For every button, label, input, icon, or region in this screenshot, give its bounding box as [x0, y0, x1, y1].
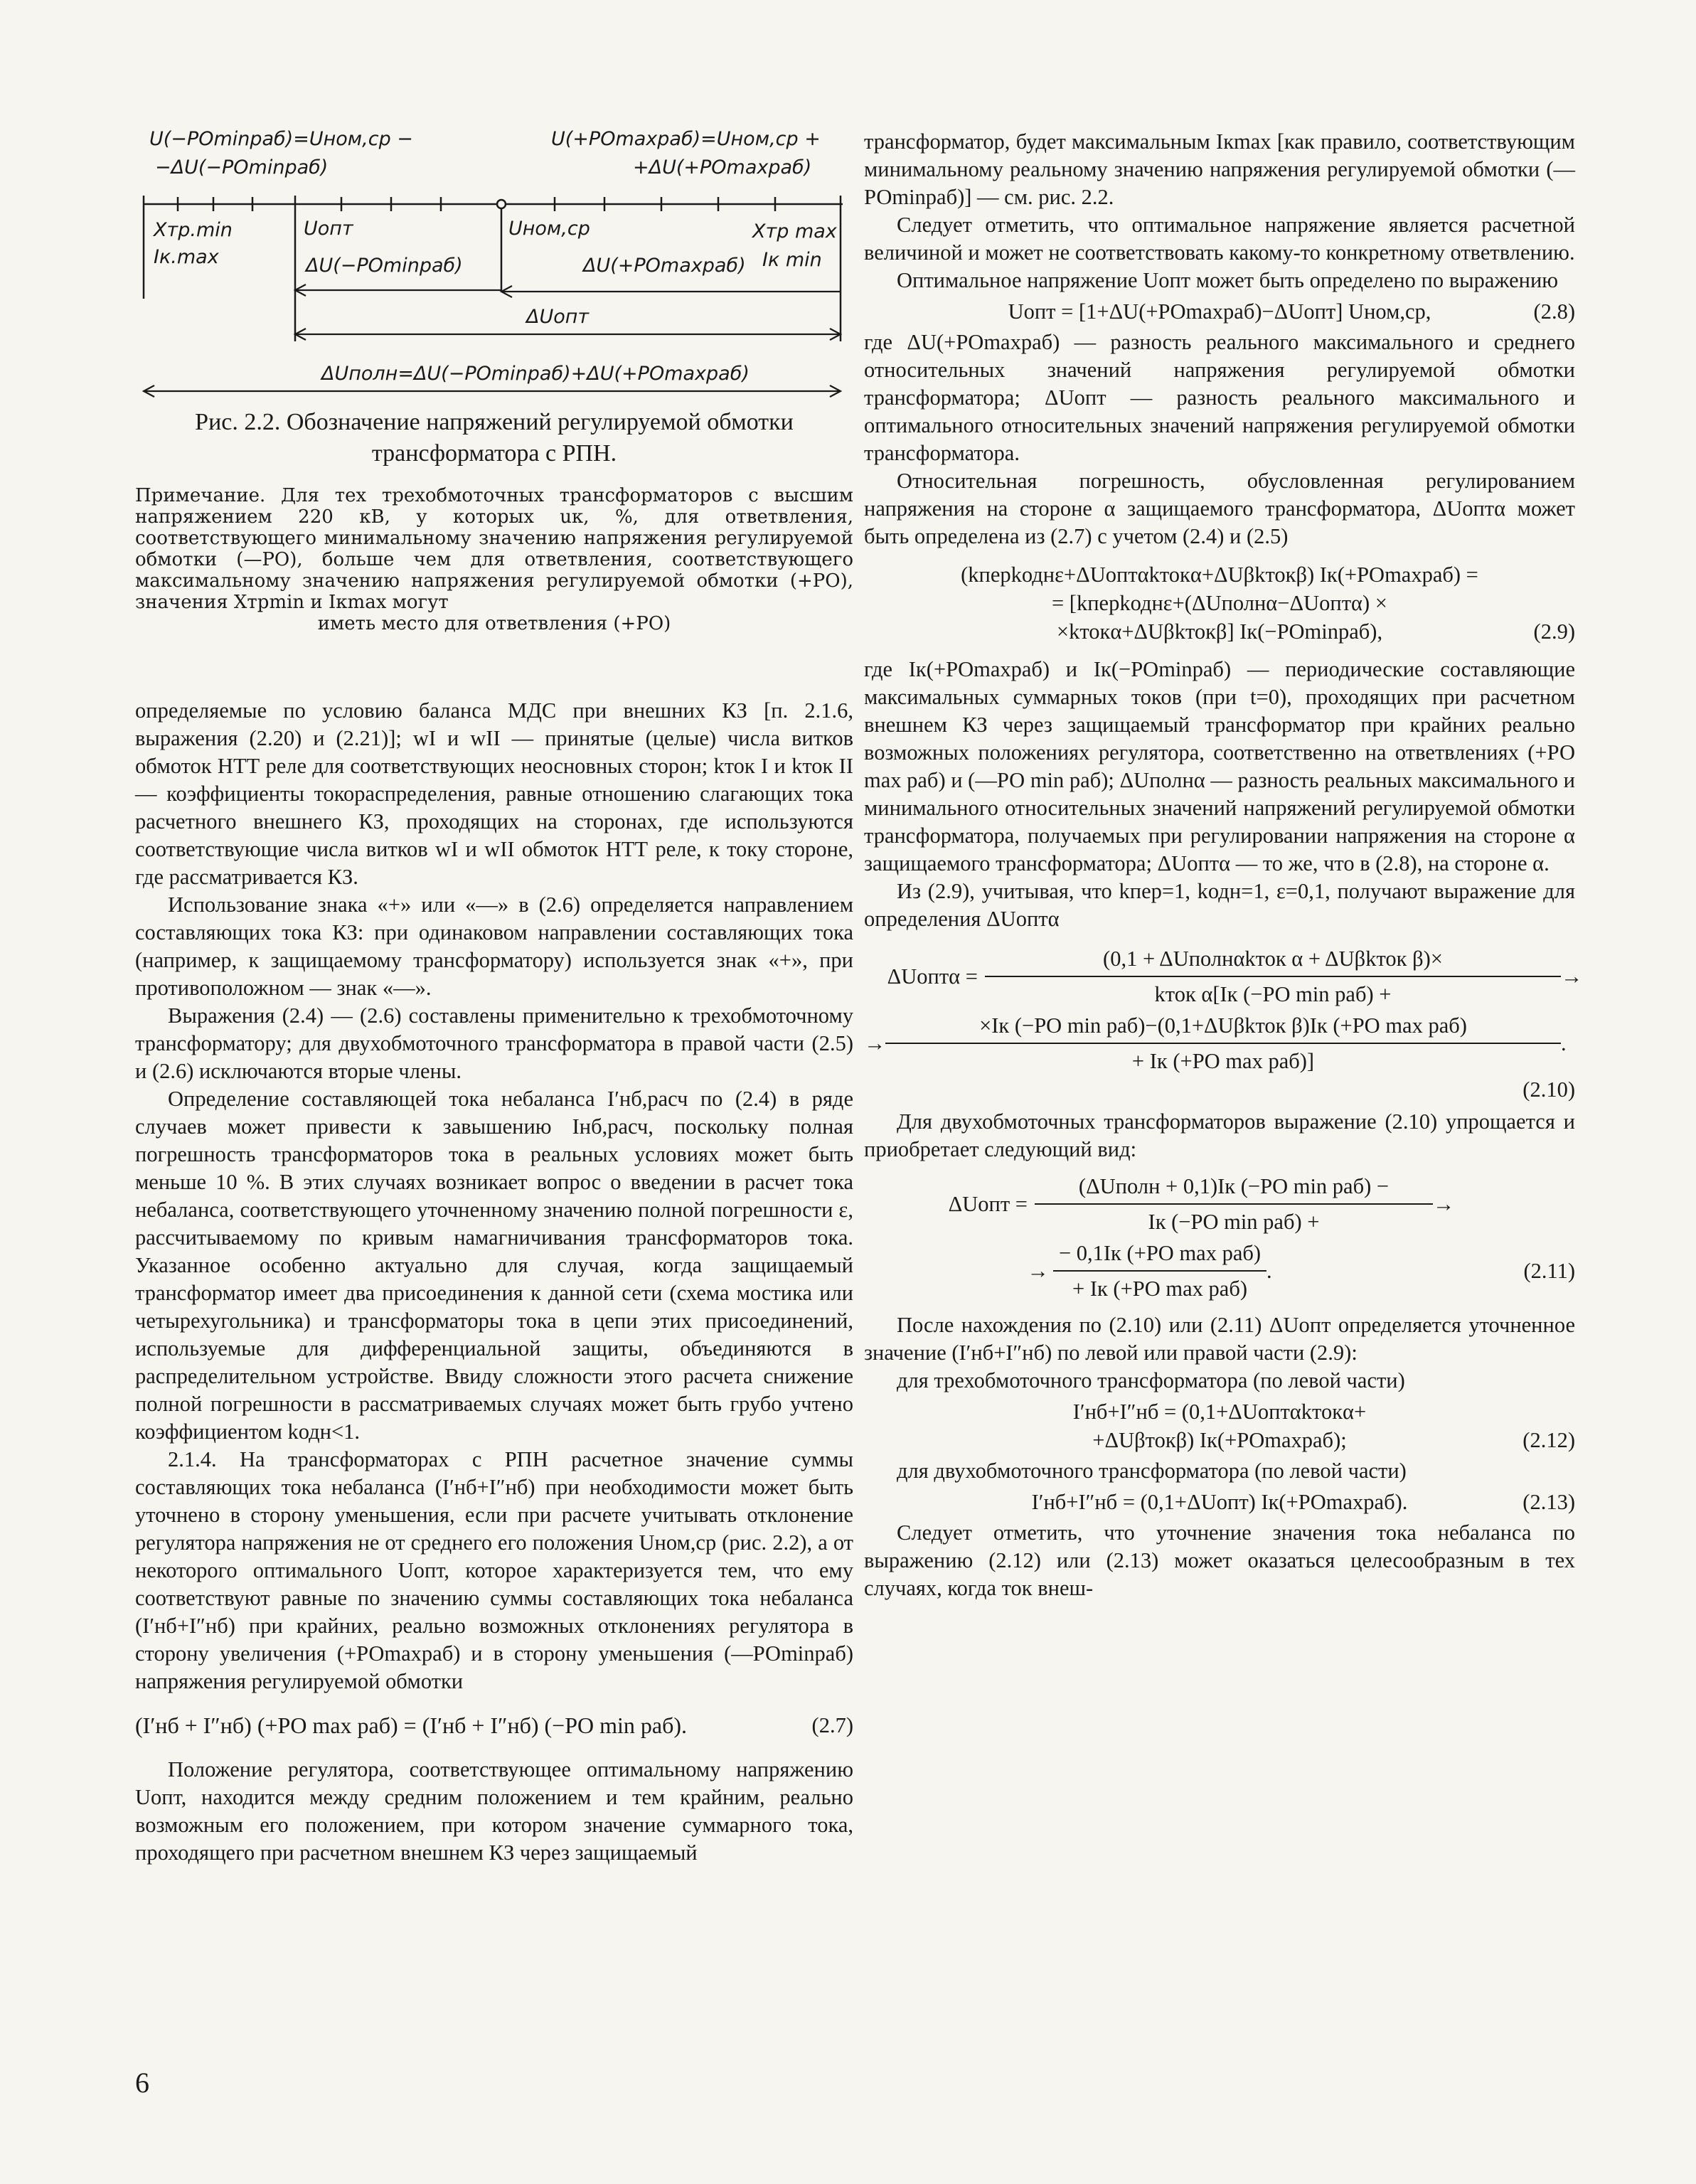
right-paragraph-5: Относительная погрешность, обусловленная регулированием напряжения на стороне α защищаемого трансформатора, ΔUоптα может быть определена из (2.7) с учетом (2.4) и (2.5) [864, 469, 1575, 548]
equation-2-13: I′нб+I″нб = (0,1+ΔUопт) Iк(+POmaxраб). (2.13) [864, 1488, 1575, 1516]
left-column [135, 128, 853, 1867]
label-u-max: U(+POmaxpaб)=Uном,cp + [551, 128, 821, 150]
label-xtr-min: Xтр.min [154, 219, 233, 241]
label-u-min: U(−POminpaб)=Uном,cp − [149, 128, 413, 150]
figure-2-2 [135, 128, 853, 634]
right-paragraph-10: для трехобмоточного трансформатора (по левой части) [897, 1368, 1405, 1392]
label-u-nom: Uном,cp [508, 218, 590, 240]
note-text: Примечание. Для тех трехобмоточных трансформаторов с высшим напряжением 220 кВ, у которых uк, %, для ответвления, соответствующего минимальному значению напряжения регулируемой обмотки (—РО), больше чем для ответвления, соответствующего максимальному значению напряжения регулируемой обмотки (+РО), значения Xтрmin и Iкmax могут [135, 485, 853, 613]
label-ik-max: Iк.max [154, 246, 219, 268]
left-paragraph-4: Определение составляющей тока небаланса I′нб,расч по (2.4) в ряде случаев может привести к завышению Iнб,расч, поскольку полная погрешность трансформаторов тока в реальных условиях может быть меньше 10 %. В этих случаях возникает вопрос о введении в расчет тока небаланса, соответствующего уточненному значению полной погрешности ε, рассчитываемому по кривым намагничивания трансформаторов тока. Указанное особенно актуально для случая, когда защищаемый трансформатор имеет два присоединения к данной сети (схема мостика или четырехугольника) и трансформаторы тока в цепи этих присоединений, используемые для дифференциальной защиты, объединяются в распределительном устройстве. Ввиду сложности этого расчета снижение полной погрешности в рассматриваемых случаях может быть грубо учтено коэффициентом kодн<1. [135, 1087, 853, 1444]
label-du-opt: ΔUопт [526, 306, 590, 328]
label-du-minus: ΔU(−POminpaб) [306, 255, 463, 277]
equation-number-2-7: (2.7) [811, 1713, 853, 1737]
left-body [135, 697, 853, 1867]
label-ik-min: Iк min [762, 249, 822, 271]
equation-2-12: I′нб+I″нб = (0,1+ΔUоптαkтокα+ +ΔUβтокβ) Iк(+POmaxраб); (2.12) [864, 1397, 1575, 1454]
label-du-poln: ΔUполн=ΔU(−POminpaб)+ΔU(+POmaxpaб) [321, 363, 750, 385]
label-du-min-top: −ΔU(−POminpaб) [155, 156, 329, 179]
right-paragraph-1: трансформатор, будет максимальным Iкmax [как правило, соответствующим минимальному реальному значению напряжения регулируемой обмотки (—РОminраб)] — см. рис. 2.2. [864, 129, 1575, 209]
page-number: 6 [135, 2067, 149, 2099]
right-paragraph-4: где ΔU(+POmaxраб) — разность реального максимального и среднего относительных значений напряжения регулируемой обмотки трансформатора; ΔUопт — разность реального максимального и оптимального относительных значений напряжения регулируемой обмотки трансформатора. [864, 330, 1575, 465]
right-paragraph-2: Следует отметить, что оптимальное напряжение является расчетной величиной и может не соответствовать какому-то конкретному ответвлению. [864, 213, 1575, 265]
equation-number-2-9: (2.9) [1533, 619, 1575, 644]
equation-2-10: ΔUоптα = $\frac{\text{(0,1 + ΔUполнαkток α + ΔUβkток β)×}}{\text{kток α[Iк (−PO min раб) +}}$ → → $\frac{\text{×Iк (−PO min раб)−(0,1+ΔUβkток β)Iк (+PO max раб)}}{\text{+ Iк (+PO max раб)]}}$ . (2.10) [864, 944, 1575, 1104]
right-paragraph-6: где Iк(+POmaxраб) и Iк(−POminраб) — периодические составляющие максимальных суммарных токов (при t=0), проходящих при расчетном внешнем КЗ через защищаемый трансформатор при крайних реально возможных положениях регулятора, соответственно на ответвлениях (+РО max раб) и (—РО min раб); ΔUполнα — разность реальных максимального и минимального относительных значений напряжений регулируемой обмотки трансформатора, получаемых при регулировании напряжения на стороне α защищаемого трансформатора; ΔUоптα — то же, что в (2.8), на стороне α. [864, 657, 1575, 875]
left-paragraph-5: 2.1.4. На трансформаторах с РПН расчетное значение суммы составляющих тока небаланса (I′нб+I″нб) при необходимости может быть уточнено в сторону уменьшения, если при расчете учитывать отклонение регулятора напряжения не от среднего его положения Uном,ср (рис. 2.2), а от некоторого оптимального Uопт, которое характеризуется тем, что ему соответствуют равные по значению суммы составляющих тока небаланса (I′нб+I″нб) при крайних, реально возможных отклонениях регулятора в сторону увеличения (+РОmaxраб) и в сторону уменьшения (—РОminраб) напряжения регулируемой обмотки [135, 1447, 853, 1693]
label-xtr-max: Xтр max [752, 220, 837, 243]
equation-number-2-12: (2.12) [1522, 1428, 1575, 1452]
equation-number-2-8: (2.8) [1533, 299, 1575, 324]
label-du-plus: ΔU(+POmaxpaб) [583, 255, 746, 277]
right-paragraph-3: Оптимальное напряжение Uопт может быть определено по выражению [897, 268, 1559, 292]
right-paragraph-9: После нахождения по (2.10) или (2.11) ΔUопт определяется уточненное значение (I′нб+I″нб) по левой или правой части (2.9): [864, 1313, 1575, 1365]
equation-number-2-11: (2.11) [1523, 1259, 1575, 1283]
equation-2-8: Uопт = [1+ΔU(+POmaxраб)−ΔUопт] Uном,ср, (2.8) [864, 297, 1575, 326]
equation-number-2-10: (2.10) [1522, 1077, 1575, 1102]
left-paragraph-1: определяемые по условию баланса МДС при внешних КЗ [п. 2.1.6, выражения (2.20) и (2.21)]; wI и wII — принятые (целые) числа витков обмоток НТТ реле для соответствующих неосновных сторон; kток I и kток II — коэффициенты токораспределения, равные отношению слагающих тока расчетного внешнего КЗ, проходящих на сторонах, где используются соответствующие числа витков wI и wII обмоток НТТ реле, к току стороне, где рассматривается КЗ. [135, 698, 853, 889]
equation-2-9: (kперkоднε+ΔUоптαkтокα+ΔUβkтокβ) Iк(+POmaxраб) = = [kперkоднε+(ΔUполнα−ΔUоптα) × ×kтокα+ΔUβkтокβ] Iк(−POminраб), (2.9) [864, 560, 1575, 646]
left-paragraph-2: Использование знака «+» или «—» в (2.6) определяется направлением составляющих тока КЗ: при одинаковом направлении составляющих тока (например, к защищаемому трансформатору) используется знак «+», при противоположном — знак «—». [135, 893, 853, 1000]
label-du-max-top: +ΔU(+POmaxpaб) [633, 156, 812, 179]
right-column [864, 128, 1583, 1602]
left-paragraph-6: Положение регулятора, соответствующее оптимальному напряжению Uопт, находится между средним положением и тем крайним, реально возможным его положением, при котором значение суммарного тока, проходящего при расчетном внешнем КЗ через защищаемый [135, 1757, 853, 1865]
figure-note [135, 485, 853, 634]
note-last-line: иметь место для ответвления (+РО) [317, 613, 671, 634]
equation-2-11: ΔUопт = $\frac{\text{(ΔUполн + 0,1)Iк (−PO min раб) −}}{\text{Iк (−PO min раб) +}}$ → → $\frac{\text{− 0,1Iк (+PO max раб)}}{\text{+ Iк (+PO max раб)}}$ . (2.11) [948, 1174, 1575, 1301]
figure-caption: Рис. 2.2. Обозначение напряжений регулируемой обмотки трансформатора с РПН. [195, 409, 794, 467]
left-paragraph-3: Выражения (2.4) — (2.6) составлены применительно к трехобмоточному трансформатору; для двухобмоточного трансформатора в правой части (2.5) и (2.6) исключаются вторые члены. [135, 1003, 853, 1083]
equation-number-2-13: (2.13) [1522, 1490, 1575, 1514]
right-paragraph-7: Из (2.9), учитывая, что kпер=1, kодн=1, ε=0,1, получают выражение для определения ΔUоптα [864, 879, 1575, 931]
right-paragraph-11: для двухобмоточного трансформатора (по левой части) [897, 1459, 1407, 1483]
label-u-opt: Uопт [304, 218, 353, 240]
equation-2-7: (I′нб + I″нб) (+PO max раб) = (I′нб + I″нб) (−PO min раб). (2.7) [135, 1712, 853, 1738]
right-paragraph-12: Следует отметить, что уточнение значения тока небаланса по выражению (2.12) или (2.13) может оказаться целесообразным в тех случаях, когда ток внеш- [864, 1520, 1575, 1600]
right-paragraph-8: Для двухобмоточных трансформаторов выражение (2.10) упрощается и приобретает следующий вид: [864, 1109, 1575, 1161]
